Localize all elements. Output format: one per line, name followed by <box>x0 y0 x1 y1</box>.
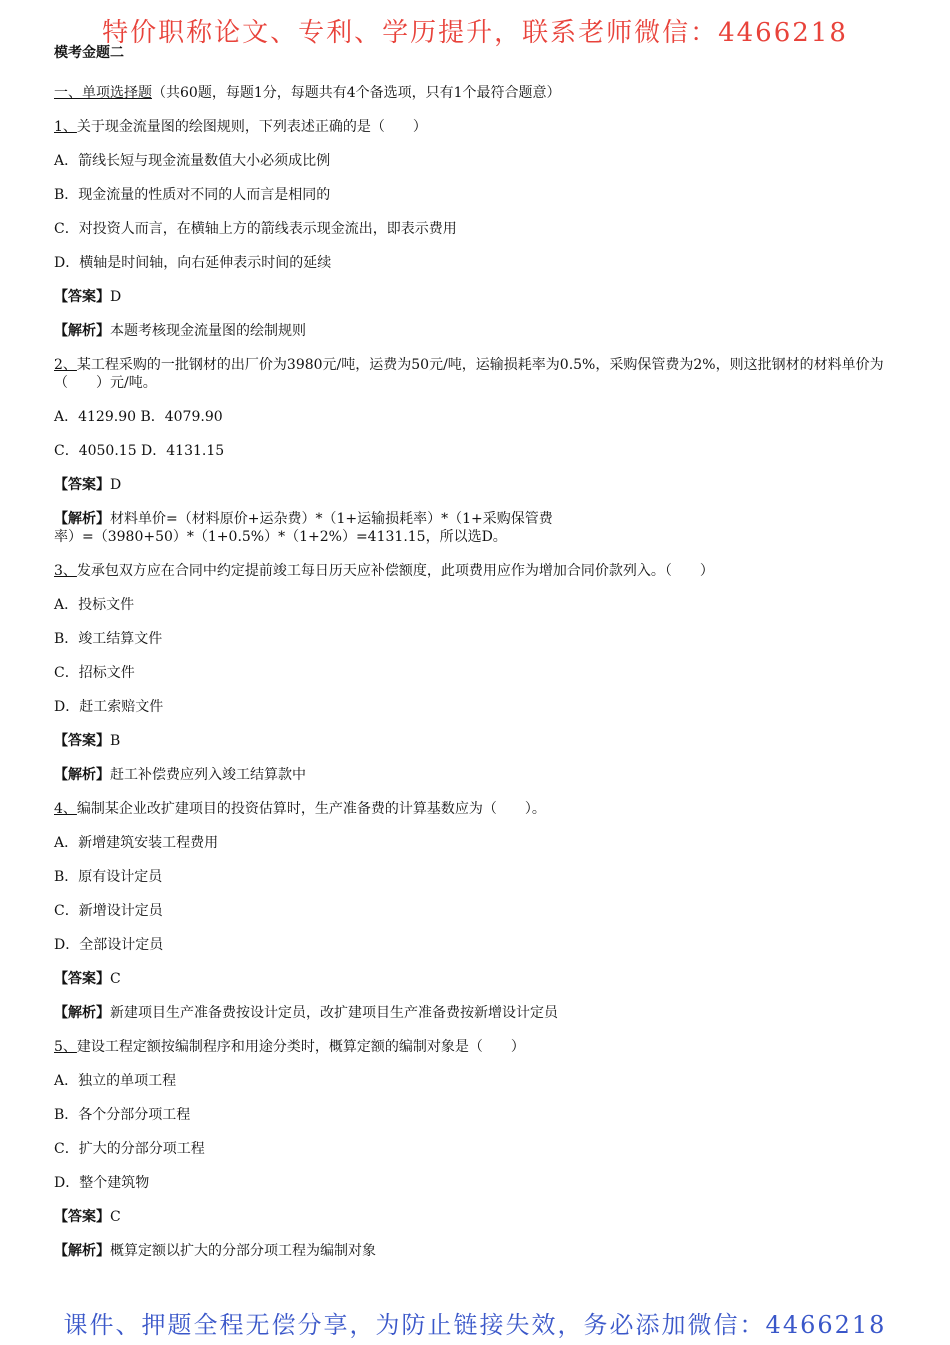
option: D．整个建筑物 <box>54 1175 150 1191</box>
question-number: 2、 <box>54 357 77 373</box>
option: D．赶工索赔文件 <box>54 699 164 715</box>
explanation-label: 【解析】 <box>54 323 110 339</box>
question-number: 5、 <box>54 1039 77 1055</box>
answer-label: 【答案】 <box>54 1209 110 1225</box>
answer-value: D <box>110 477 122 493</box>
answer-label: 【答案】 <box>54 971 110 987</box>
option: D．横轴是时间轴，向右延伸表示时间的延续 <box>54 255 332 271</box>
question-text: 建设工程定额按编制程序和用途分类时，概算定额的编制对象是（ ） <box>76 1039 525 1055</box>
option: B．竣工结算文件 <box>54 631 163 647</box>
question-text: 关于现金流量图的绘图规则，下列表述正确的是（ ） <box>76 119 427 135</box>
explanation <box>54 766 894 784</box>
answer <box>54 732 894 750</box>
explanation-label: 【解析】 <box>54 511 110 527</box>
question-block <box>54 118 894 340</box>
explanation-line: 率）=（3980+50）*（1+0.5%）*（1+2%）=4131.15，所以选D。 <box>54 529 507 545</box>
option: C．招标文件 <box>54 665 135 681</box>
section-heading <box>54 84 894 102</box>
option: C．新增设计定员 <box>54 903 163 919</box>
answer <box>54 1208 894 1226</box>
question-block <box>54 356 894 546</box>
option: C．扩大的分部分项工程 <box>54 1141 205 1157</box>
explanation-text: 新建项目生产准备费按设计定员，改扩建项目生产准备费按新增设计定员 <box>110 1005 558 1021</box>
explanation-text: 本题考核现金流量图的绘制规则 <box>110 323 306 339</box>
section-label: 一、单项选择题 <box>54 85 152 101</box>
question-stem <box>54 1038 894 1056</box>
option: C．对投资人而言，在横轴上方的箭线表示现金流出，即表示费用 <box>54 221 457 237</box>
option: B．现金流量的性质对不同的人而言是相同的 <box>54 187 331 203</box>
option: A．独立的单项工程 <box>54 1073 177 1089</box>
document-body <box>54 44 894 1276</box>
section-note: （共60题，每题1分，每题共有4个备选项，只有1个最符合题意） <box>152 85 561 101</box>
answer-label: 【答案】 <box>54 289 110 305</box>
option: B．原有设计定员 <box>54 869 163 885</box>
question-stem <box>54 562 894 580</box>
explanation-label: 【解析】 <box>54 1005 110 1021</box>
answer-label: 【答案】 <box>54 477 110 493</box>
question-block <box>54 562 894 784</box>
document-title: 模考金题二 <box>54 45 124 61</box>
question-stem <box>54 118 894 136</box>
answer-value: D <box>110 289 122 305</box>
answer-value: C <box>110 971 121 987</box>
explanation <box>54 322 894 340</box>
explanation <box>54 1242 894 1260</box>
option: A．箭线长短与现金流量数值大小必须成比例 <box>54 153 331 169</box>
explanation-label: 【解析】 <box>54 1243 110 1259</box>
promo-banner-top: 特价职称论文、专利、学历提升，联系老师微信：4466218 <box>102 18 848 48</box>
question-stem <box>54 356 894 392</box>
explanation-label: 【解析】 <box>54 767 110 783</box>
option: A．投标文件 <box>54 597 135 613</box>
question-block <box>54 800 894 1022</box>
option: A．4129.90 B．4079.90 <box>54 409 223 425</box>
question-text: 编制某企业改扩建项目的投资估算时，生产准备费的计算基数应为（ ）。 <box>76 801 546 817</box>
question-stem <box>54 800 894 818</box>
explanation <box>54 1004 894 1022</box>
answer-value: C <box>110 1209 121 1225</box>
question-block <box>54 1038 894 1260</box>
explanation <box>54 510 894 546</box>
explanation-text: 材料单价=（材料原价+运杂费）*（1+运输损耗率）*（1+采购保管费 <box>110 511 553 527</box>
question-number: 1、 <box>54 119 77 135</box>
option: A．新增建筑安装工程费用 <box>54 835 219 851</box>
explanation-text: 概算定额以扩大的分部分项工程为编制对象 <box>110 1243 376 1259</box>
question-number: 4、 <box>54 801 77 817</box>
option: B．各个分部分项工程 <box>54 1107 191 1123</box>
question-number: 3、 <box>54 563 77 579</box>
promo-banner-bottom: 课件、押题全程无偿分享，为防止链接失效，务必添加微信：4466218 <box>63 1311 887 1339</box>
answer <box>54 970 894 988</box>
answer-value: B <box>110 733 121 749</box>
answer <box>54 288 894 306</box>
explanation-line <box>54 510 894 528</box>
explanation-text: 赶工补偿费应列入竣工结算款中 <box>110 767 306 783</box>
question-text: 某工程采购的一批钢材的出厂价为3980元/吨，运费为50元/吨，运输损耗率为0.5%，采购保管费为2%，则这批钢材的材料单价为（ ）元/吨。 <box>54 357 884 391</box>
answer-label: 【答案】 <box>54 733 110 749</box>
option: C．4050.15 D．4131.15 <box>54 443 225 459</box>
answer <box>54 476 894 494</box>
question-text: 发承包双方应在合同中约定提前竣工每日历天应补偿额度，此项费用应作为增加合同价款列入。（ ） <box>76 563 714 579</box>
option: D．全部设计定员 <box>54 937 164 953</box>
